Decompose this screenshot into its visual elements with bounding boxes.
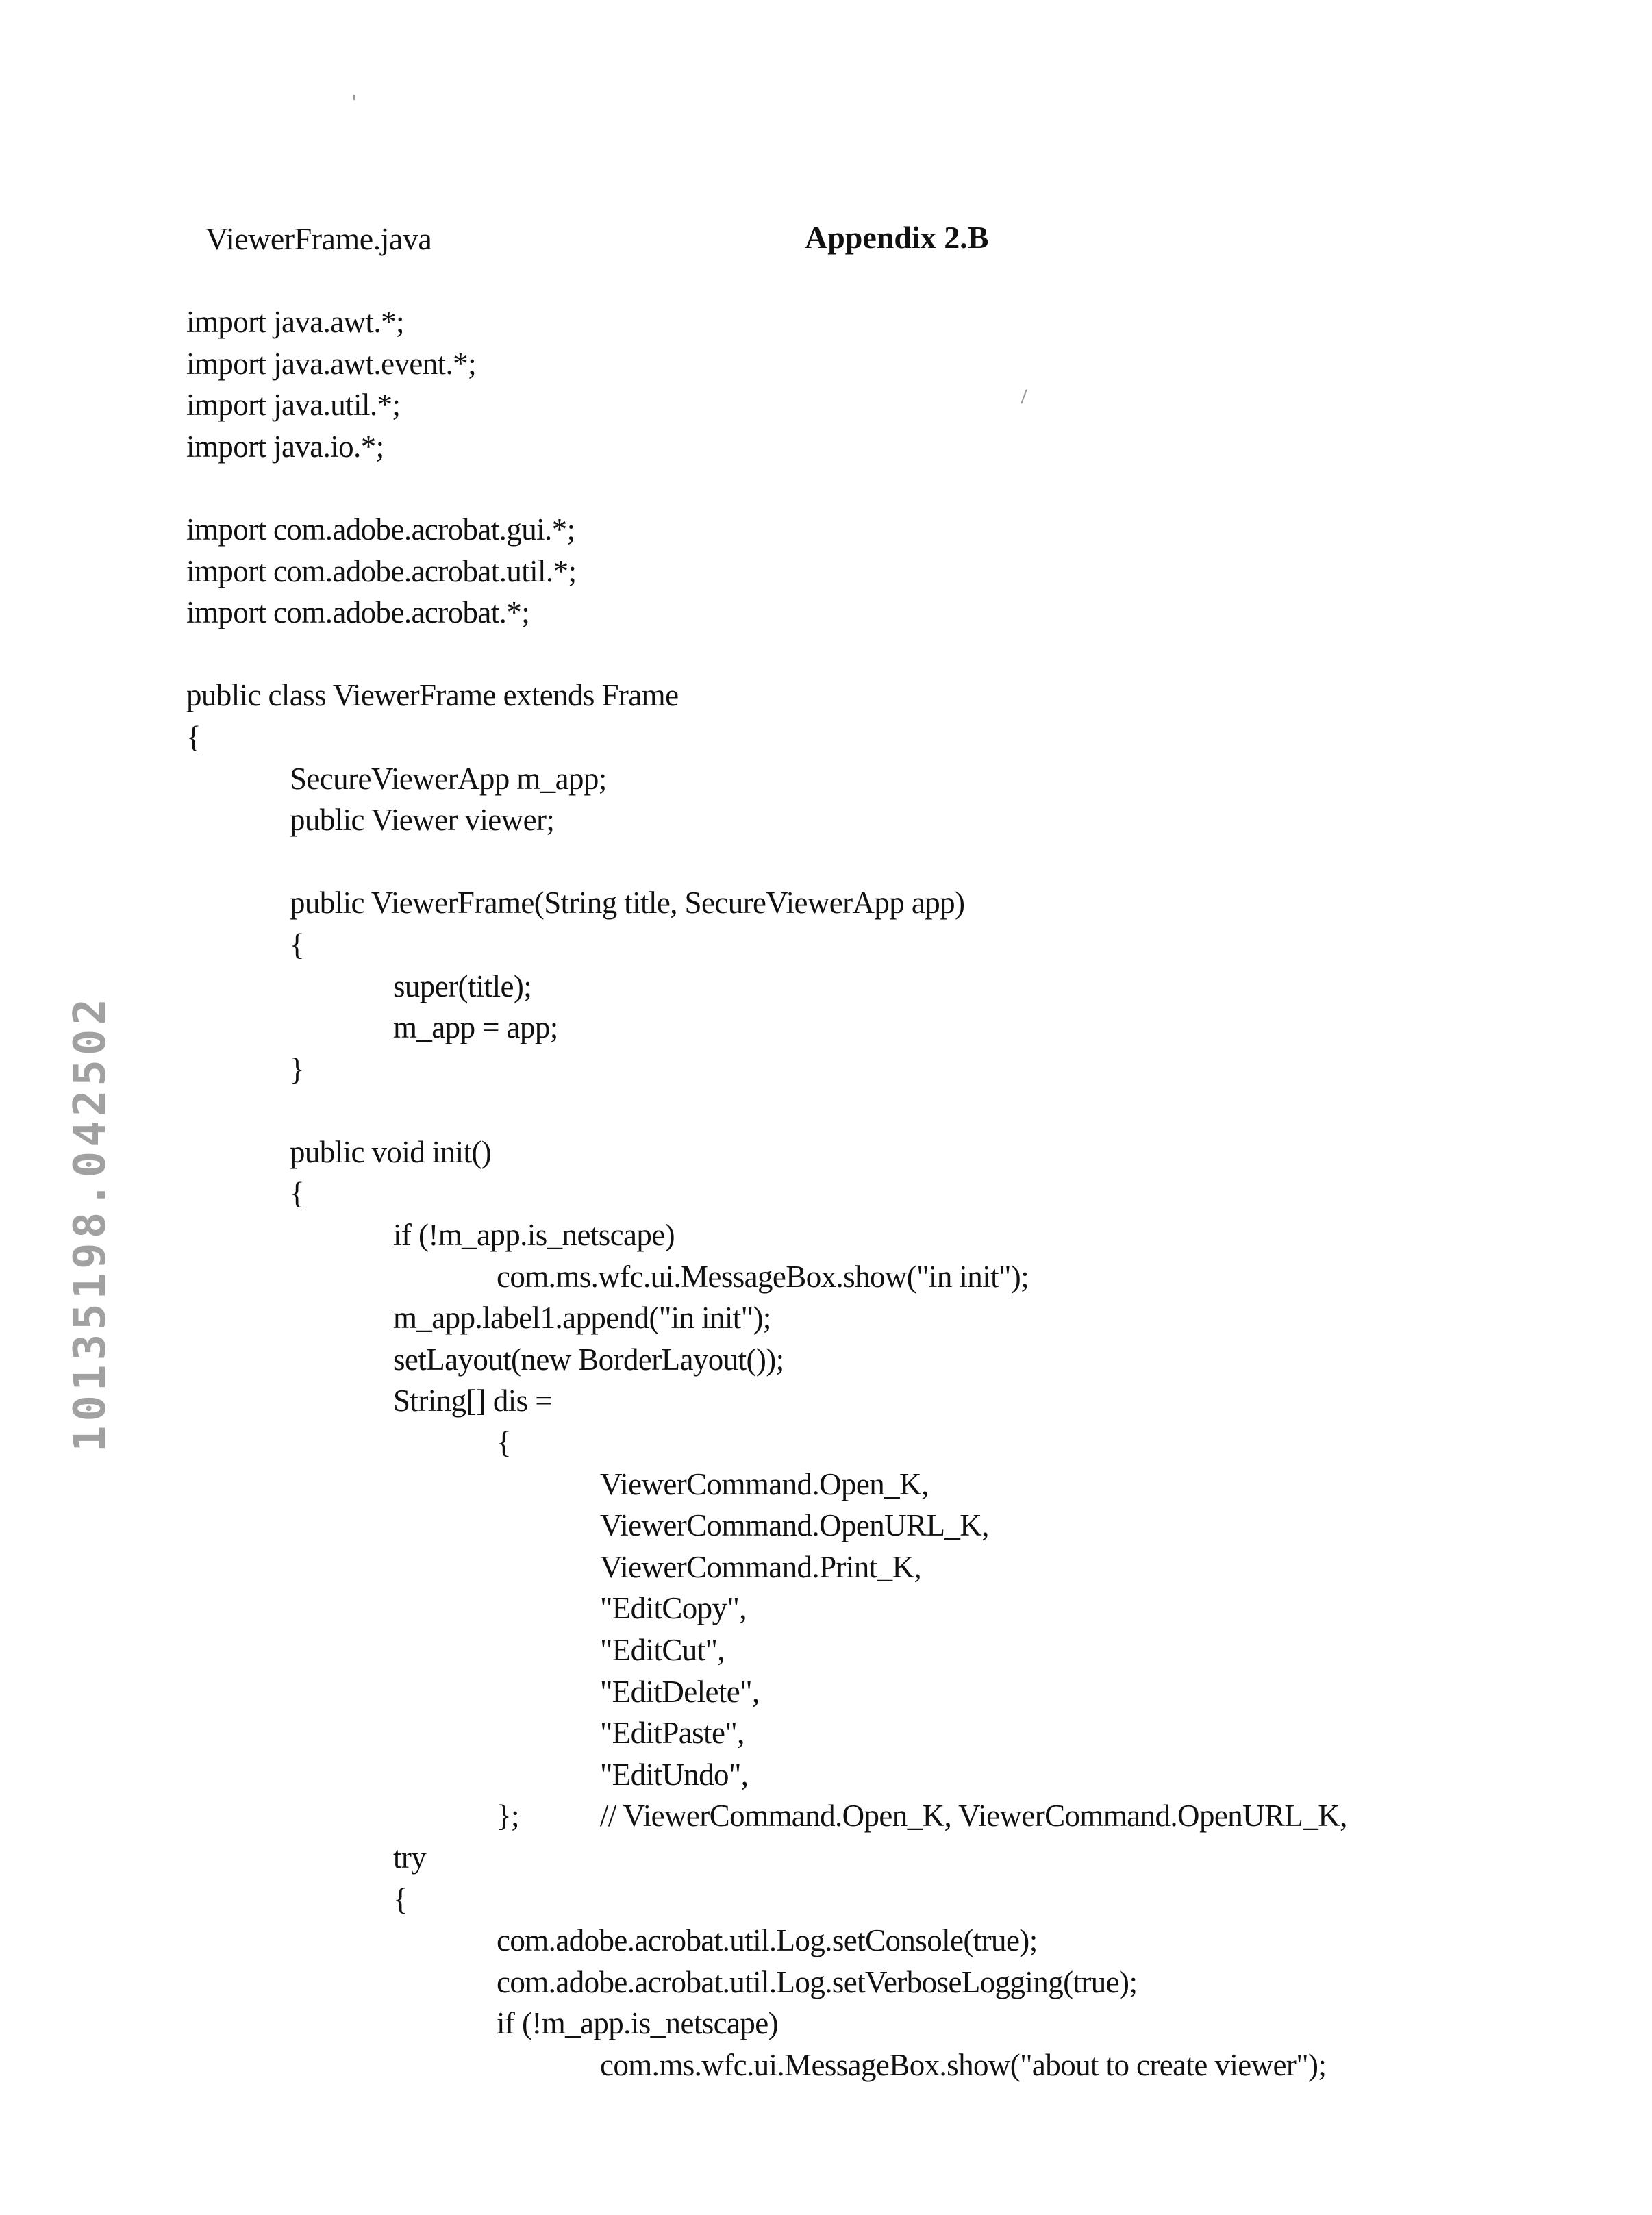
code-text: {	[290, 1176, 304, 1211]
code-line	[186, 1754, 1556, 1796]
code-line	[186, 1547, 1556, 1588]
code-text: }	[290, 1051, 304, 1086]
code-text: if (!m_app.is_netscape)	[497, 2006, 779, 2041]
code-line	[186, 1795, 1556, 1837]
code-text: SecureViewerApp m_app;	[290, 761, 607, 796]
scan-speck	[353, 95, 355, 100]
code-line	[186, 966, 1556, 1008]
code-line	[186, 1422, 1556, 1464]
code-text: super(title);	[393, 968, 532, 1003]
code-text: {	[186, 719, 201, 754]
code-line	[186, 343, 1556, 385]
code-line	[186, 1007, 1556, 1049]
code-text: import com.adobe.acrobat.util.*;	[186, 553, 577, 588]
code-line	[186, 1920, 1556, 1962]
code-text: com.adobe.acrobat.util.Log.setVerboseLogging(true);	[497, 1964, 1138, 1999]
source-code-listing	[186, 301, 1556, 2086]
code-text: try	[393, 1840, 427, 1875]
code-line	[186, 1339, 1556, 1381]
code-text: public ViewerFrame(String title, SecureViewerApp app)	[290, 886, 965, 921]
code-line	[186, 1671, 1556, 1713]
code-text: ViewerCommand.Print_K,	[600, 1549, 922, 1584]
code-line	[186, 2003, 1556, 2044]
code-line	[186, 675, 1556, 716]
code-line	[186, 2044, 1556, 2086]
code-line	[186, 758, 1556, 800]
code-text: if (!m_app.is_netscape)	[393, 1218, 675, 1253]
code-text: public void init()	[290, 1134, 492, 1169]
code-line	[186, 924, 1556, 966]
code-line	[186, 1629, 1556, 1671]
code-text: "EditCut",	[600, 1633, 725, 1667]
code-text: String[] dis =	[393, 1384, 552, 1418]
code-text: public class ViewerFrame extends Frame	[186, 678, 679, 713]
code-text: ViewerCommand.OpenURL_K,	[600, 1508, 989, 1543]
code-text: "EditDelete",	[600, 1674, 760, 1709]
code-line	[186, 1588, 1556, 1629]
code-text: {	[497, 1425, 511, 1460]
code-text: {	[393, 1881, 408, 1916]
code-text: import java.io.*;	[186, 429, 384, 464]
code-line	[186, 384, 1556, 426]
code-line	[186, 1214, 1556, 1256]
code-text: import java.awt.*;	[186, 305, 404, 339]
code-line	[186, 841, 1556, 883]
code-line	[186, 799, 1556, 841]
code-line	[186, 1173, 1556, 1214]
code-line	[186, 1712, 1556, 1754]
code-text: {	[290, 927, 304, 962]
code-text: import com.adobe.acrobat.*;	[186, 595, 530, 630]
code-line	[186, 1297, 1556, 1339]
code-text: "EditCopy",	[600, 1591, 747, 1626]
file-name-heading: ViewerFrame.java	[205, 221, 432, 256]
code-text: m_app.label1.append("in init");	[393, 1301, 771, 1336]
code-text: "EditPaste",	[600, 1716, 744, 1751]
code-line	[186, 1256, 1556, 1298]
code-line	[186, 467, 1556, 509]
code-line	[186, 1837, 1556, 1879]
code-text: setLayout(new BorderLayout());	[393, 1342, 784, 1377]
code-text: };	[497, 1799, 519, 1834]
code-line	[186, 1464, 1556, 1505]
code-line	[186, 882, 1556, 924]
code-line	[186, 1879, 1556, 1920]
code-line	[186, 1380, 1556, 1422]
margin-document-stamp: 10135198.042502	[65, 994, 116, 1452]
code-line	[186, 592, 1556, 634]
code-text: m_app = app;	[393, 1010, 558, 1045]
code-text: ViewerCommand.Open_K,	[600, 1466, 929, 1501]
code-text: import java.util.*;	[186, 388, 401, 423]
appendix-label: Appendix 2.B	[805, 220, 989, 255]
code-text: com.ms.wfc.ui.MessageBox.show("about to create viewer");	[600, 2047, 1327, 2082]
code-text: com.adobe.acrobat.util.Log.setConsole(true);	[497, 1923, 1038, 1958]
code-line	[186, 1049, 1556, 1090]
code-line	[186, 426, 1556, 468]
code-comment: // ViewerCommand.Open_K, ViewerCommand.OpenURL_K,	[599, 1799, 1347, 1834]
code-line	[186, 1090, 1556, 1131]
code-line	[186, 1962, 1556, 2003]
code-line	[186, 509, 1556, 551]
code-text: import com.adobe.acrobat.gui.*;	[186, 512, 575, 547]
code-text: com.ms.wfc.ui.MessageBox.show("in init");	[497, 1259, 1029, 1294]
code-text: public Viewer viewer;	[290, 803, 555, 838]
code-text: "EditUndo",	[600, 1757, 749, 1792]
code-line	[186, 551, 1556, 592]
code-text: import java.awt.event.*;	[186, 346, 476, 381]
code-line	[186, 716, 1556, 758]
code-line	[186, 634, 1556, 675]
code-line	[186, 1131, 1556, 1173]
code-line	[186, 301, 1556, 343]
code-line	[186, 1505, 1556, 1547]
